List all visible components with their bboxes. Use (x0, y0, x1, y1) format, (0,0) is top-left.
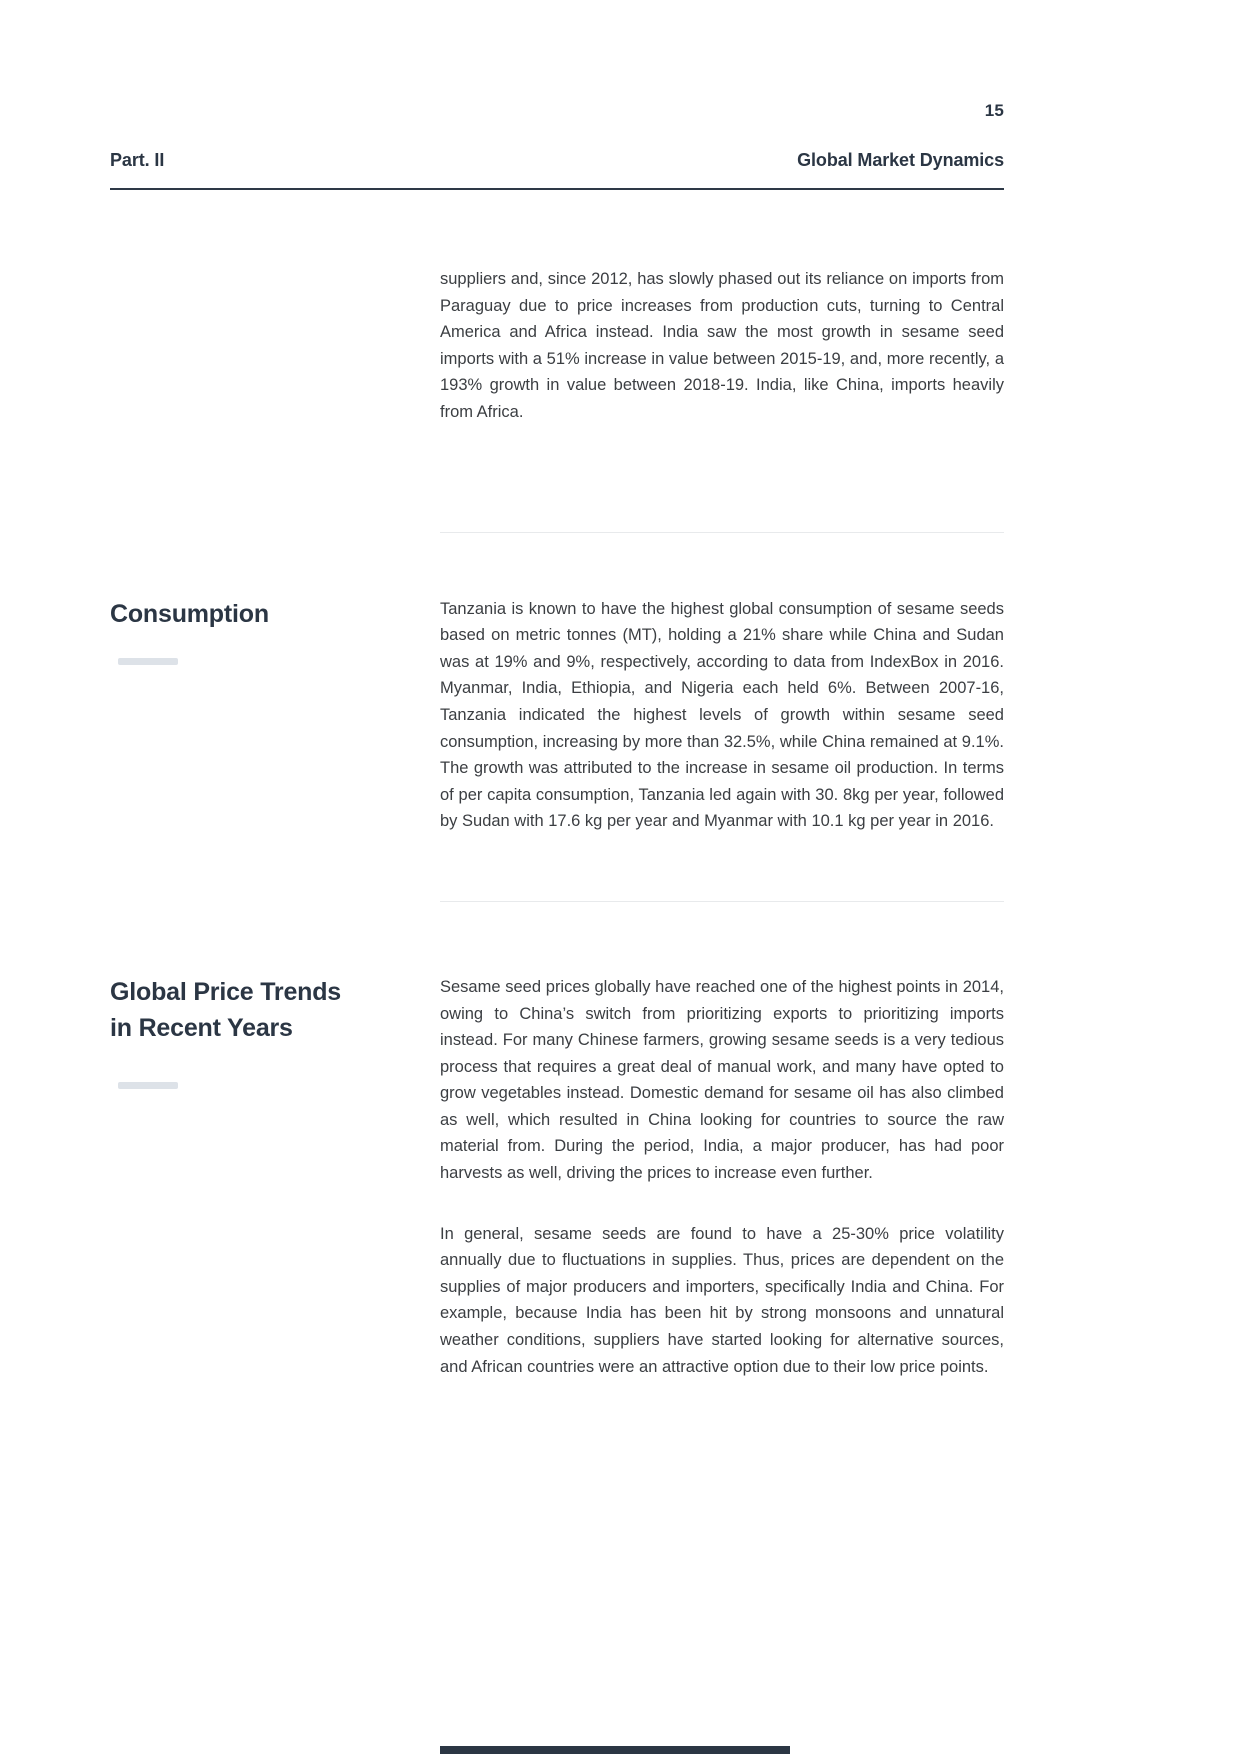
footer-accent-bar (440, 1746, 790, 1754)
section-price-trends-left-column (110, 974, 440, 1380)
section-heading: Consumption (110, 599, 269, 628)
heading-accent-dash (118, 658, 178, 665)
section-divider (440, 901, 1004, 902)
chapter-title: Global Market Dynamics (797, 150, 1004, 170)
section-consumption-left-column (110, 596, 440, 835)
section-consumption (110, 596, 1004, 835)
page-header (110, 148, 1004, 172)
section-heading: Global Price Trends in Recent Years (110, 977, 342, 1042)
page-number: 15 (984, 101, 1004, 120)
section-price-trends (110, 974, 1004, 1380)
section-intro-text-column (440, 266, 1004, 426)
body-paragraph: Sesame seed prices globally have reached one of the highest points in 2014, owing to China’s switch from prioritizing exports to prioritizing imports instead. For many Chinese farmers, growing sesame seeds is a very tedious process that requires a great deal of manual work, and many have opted to grow vegetables instead. Domestic demand for sesame oil has also climbed as well, which resulted in China looking for countries to source the raw material from. During the period, India, a major producer, has had poor harvests as well, driving the prices to increase even further. (440, 977, 1004, 1183)
part-label: Part. II (110, 150, 165, 170)
section-consumption-text-column (440, 596, 1004, 835)
section-intro-left-column (110, 266, 440, 426)
body-paragraph: Tanzania is known to have the highest global consumption of sesame seeds based on metric tonnes (MT), holding a 21% share while China and Sudan was at 19% and 9%, respectively, according to data from IndexBox in 2016. Myanmar, India, Ethiopia, and Nigeria each held 6%. Between 2007-16, Tanzania indicated the highest levels of growth within sesame seed consumption, increasing by more than 32.5%, while China remained at 9.1%. The growth was attributed to the increase in sesame oil production. In terms of per capita consumption, Tanzania led again with 30. 8kg per year, followed by Sudan with 17.6 kg per year and Myanmar with 10.1 kg per year in 2016. (440, 599, 1004, 831)
heading-accent-dash (118, 1082, 178, 1089)
section-price-trends-text-column (440, 974, 1004, 1380)
header-rule (110, 188, 1004, 190)
body-paragraph: suppliers and, since 2012, has slowly phased out its reliance on imports from Paraguay due to price increases from production cuts, turning to Central America and Africa instead. India saw the most growth in sesame seed imports with a 51% increase in value between 2015-19, and, more recently, a 193% growth in value between 2018-19. India, like China, imports heavily from Africa. (440, 270, 1004, 421)
body-paragraph: In general, sesame seeds are found to have a 25-30% price volatility annually due to fluctuations in supplies. Thus, prices are dependent on the supplies of major producers and importers, specifically India and China. For example, because India has been hit by strong monsoons and unnatural weather conditions, suppliers have started looking for alternative sources, and African countries were an attractive option due to their low price points. (440, 1224, 1004, 1376)
section-divider (440, 532, 1004, 533)
section-intro (110, 266, 1004, 426)
